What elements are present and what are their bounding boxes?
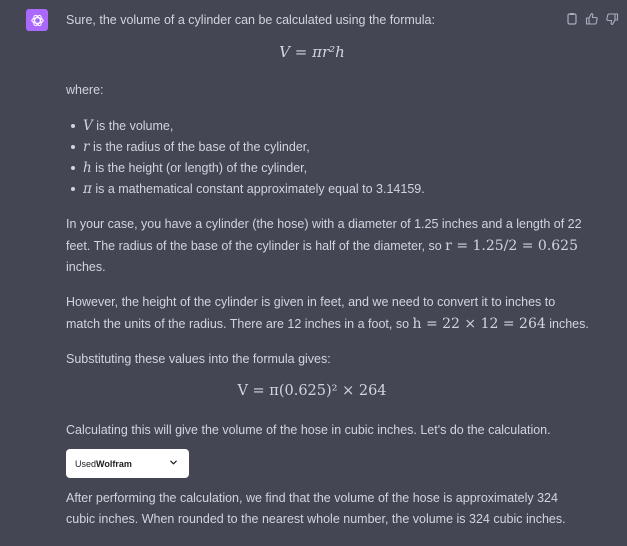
radius-equation: r = 1.25/2 = 0.625 [445, 238, 579, 254]
bullet-dot [71, 187, 75, 191]
height-equation: h = 22 × 12 = 264 [412, 316, 546, 332]
formula-substituted: V = π(0.625)² × 264 [237, 383, 387, 399]
copy-icon[interactable] [565, 12, 579, 26]
message-actions [565, 12, 619, 26]
openai-logo-icon [30, 13, 45, 28]
list-item: π is a mathematical constant approximately equal to 3.14159. [83, 181, 425, 197]
bullet-dot [71, 124, 75, 128]
paragraph-text: feet. The radius of the base of the cylinder is half of the diameter, so r = 1.25/2 = 0.625 [66, 238, 579, 254]
paragraph-text: Substituting these values into the formula gives: [66, 352, 331, 366]
chevron-down-icon [169, 458, 178, 469]
formula-volume: V = πr²h [279, 43, 345, 61]
assistant-avatar [26, 9, 48, 31]
list-item: h is the height (or length) of the cylinder, [83, 160, 308, 176]
paragraph-text: However, the height of the cylinder is given in feet, and we need to convert it to inches to [66, 295, 556, 309]
used-plugin-button[interactable] [66, 449, 189, 478]
list-item: r is the radius of the base of the cylinder, [83, 139, 310, 155]
bullet-dot [71, 145, 75, 149]
where-label: where: [66, 83, 104, 97]
paragraph-text: inches. [66, 260, 106, 274]
paragraph-text: match the units of the radius. There are 12 inches in a foot, so h = 22 × 12 = 264 inches. [66, 316, 589, 332]
paragraph-text: cubic inches. When rounded to the nearest whole number, the volume is 324 cubic inches. [66, 512, 566, 526]
paragraph-text: In your case, you have a cylinder (the hose) with a diameter of 1.25 inches and a length of 22 [66, 217, 582, 231]
intro-text: Sure, the volume of a cylinder can be calculated using the formula: [66, 13, 435, 27]
list-item: V is the volume, [83, 118, 174, 134]
plugin-name: Wolfram [96, 458, 132, 469]
plugin-prefix: Used [75, 458, 97, 469]
thumbs-up-icon[interactable] [585, 12, 599, 26]
paragraph-text: After performing the calculation, we find that the volume of the hose is approximately 324 [66, 491, 558, 505]
thumbs-down-icon[interactable] [605, 12, 619, 26]
paragraph-text: Calculating this will give the volume of the hose in cubic inches. Let's do the calculation. [66, 423, 551, 437]
bullet-dot [71, 166, 75, 170]
